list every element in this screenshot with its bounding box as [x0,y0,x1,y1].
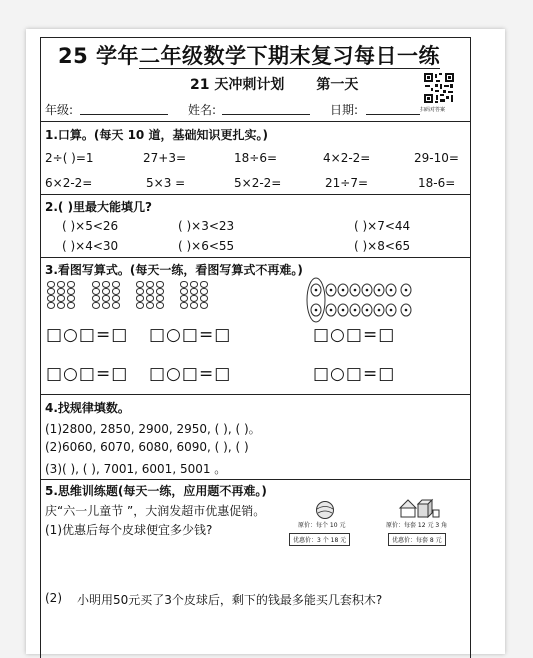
equation-boxes[interactable]: □○□=□ [46,364,129,384]
section-3-title: 3.看图写算式。(每天一练，看图写算式不再难。) [45,263,303,277]
fill-item: ( )×5<26 [62,219,119,233]
calc-item: 29-10= [414,151,459,165]
divider [40,394,471,395]
problem-question-2-number: (2) [45,591,62,605]
calc-item: 5×3 = [146,176,186,190]
problem-question-2: 小明用50元买了3个皮球后，剩下的钱最多能买几套积木? [77,593,383,607]
fill-item: ( )×3<23 [178,219,235,233]
grade-label: 年级: [45,103,74,117]
section-4-title: 4.找规律填数。 [45,401,130,415]
sequence-line: (3)( ), ( ), 7001, 6001, 5001 。 [45,462,227,476]
qr-caption: 扫码对答案 [420,107,446,113]
fill-item: ( )×6<55 [178,239,235,253]
fill-item: ( )×4<30 [62,239,119,253]
calc-item: 18-6= [418,176,456,190]
calc-item: 18÷6= [234,151,278,165]
sequence-line: (2)6060, 6070, 6080, 6090, ( ), ( ) [45,440,249,454]
fill-item: ( )×7<44 [354,219,411,233]
section-5-title: 5.思维训练题(每天一练，应用题不再难。) [45,484,267,498]
equation-boxes[interactable]: □○□=□ [149,325,232,345]
equation-boxes[interactable]: □○□=□ [46,325,129,345]
blocks-offer-badge: 优惠价：每套 8 元 [388,533,446,546]
circled-counters-illustration [305,276,415,324]
worksheet-subtitle: 21 天冲刺计划 第一天 [190,77,359,93]
calc-item: 21÷7= [325,176,369,190]
calc-item: 5×2-2= [234,176,282,190]
date-label: 日期: [330,103,359,117]
calc-item: 6×2-2= [45,176,93,190]
divider [40,194,471,195]
date-blank[interactable] [366,114,420,115]
divider [40,257,471,258]
equation-boxes[interactable]: □○□=□ [313,325,396,345]
building-blocks-icon [398,496,440,518]
equation-boxes[interactable]: □○□=□ [149,364,232,384]
section-1-title: 1.口算。(每天 10 道，基础知识更扎实。) [45,128,268,142]
problem-intro: 庆“六一儿童节 ”，大润发超市优惠促销。 [45,504,266,518]
fill-item: ( )×8<65 [354,239,411,253]
worksheet-title: 25 学年二年级数学下期末复习每日一练 [58,44,441,68]
equation-boxes[interactable]: □○□=□ [313,364,396,384]
calc-item: 4×2-2= [323,151,371,165]
blocks-price-caption: 原价：每套 12 元 3 角 [386,522,448,529]
apple-group [136,281,165,309]
apple-group [47,281,76,309]
name-blank[interactable] [222,114,310,115]
section-2-title: 2.( )里最大能填几? [45,200,153,214]
calc-item: 27+3= [143,151,187,165]
name-label: 姓名: [188,103,217,117]
grade-blank[interactable] [80,114,168,115]
divider [40,479,471,480]
apple-group [180,281,209,309]
ball-offer-badge: 优惠价：3 个 18 元 [289,533,350,546]
problem-question-1: (1)优惠后每个皮球便宜多少钱? [45,523,213,537]
ball-price-caption: 原价：每个 10 元 [298,522,346,529]
ball-icon [315,500,335,520]
apple-group [92,281,121,309]
divider [40,121,471,122]
sequence-line: (1)2800, 2850, 2900, 2950, ( ), ( )。 [45,422,261,436]
calc-item: 2÷( )=1 [45,151,94,165]
qr-code-icon[interactable] [423,72,455,104]
